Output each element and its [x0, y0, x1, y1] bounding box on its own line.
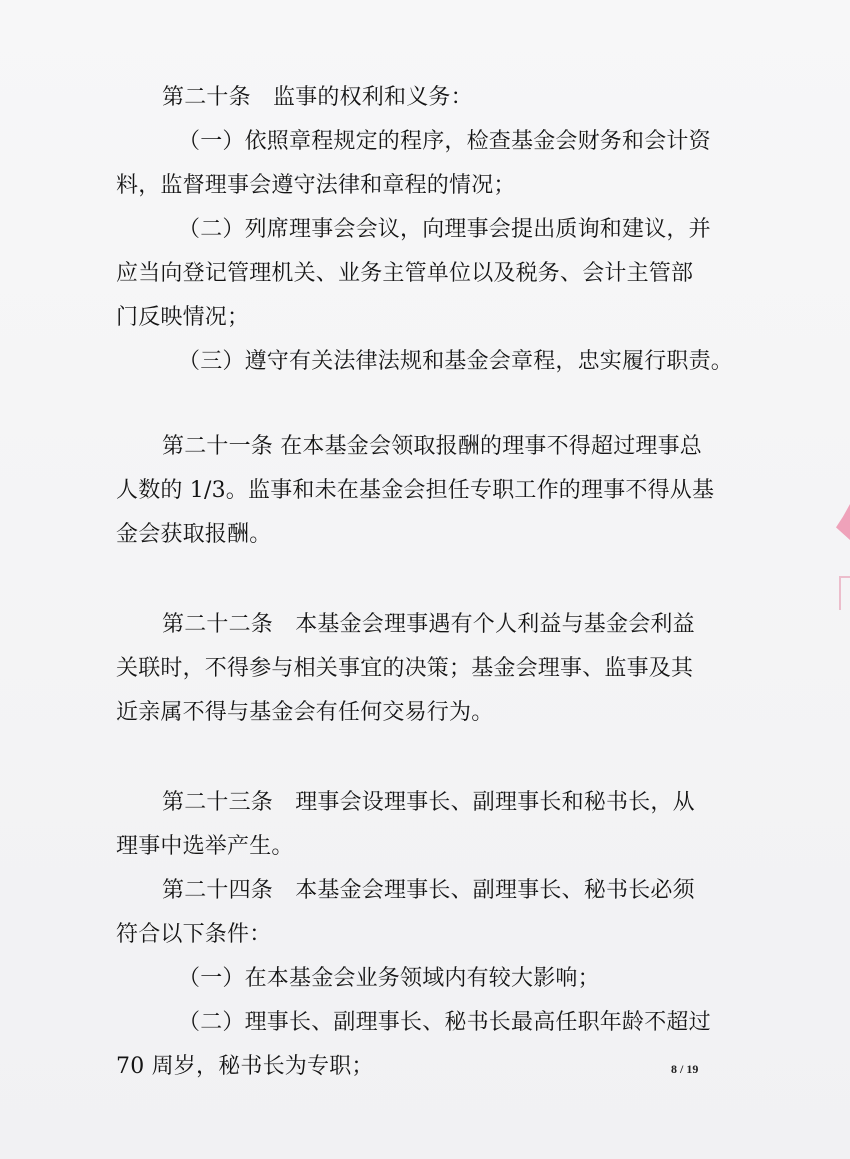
stamp-mark-upper: [835, 426, 850, 466]
article-20-item-2-line-1: （二）列席理事会会议，向理事会提出质询和建议，并: [178, 217, 711, 242]
section-gap: [116, 384, 746, 425]
article-22-line-1: 第二十二条 本基金会理事遇有个人利益与基金会利益: [162, 612, 695, 637]
article-22-line-3: 近亲属不得与基金会有任何交易行为。: [116, 700, 494, 725]
page-number: 8 / 19: [671, 1062, 699, 1076]
article-24-line-2: 符合以下条件：: [116, 922, 272, 947]
article-20-item-1-line-2: 料，监督理事会遵守法律和章程的情况；: [116, 173, 516, 198]
article-21-line-2: 人数的 1/3。监事和未在基金会担任专职工作的理事不得从基: [116, 478, 715, 503]
article-20-item-2-line-2: 应当向登记管理机关、业务主管单位以及税务、会计主管部: [116, 261, 694, 286]
article-21-line-1: 第二十一条 在本基金会领取报酬的理事不得超过理事总: [162, 434, 702, 459]
stamp-mark: [832, 426, 850, 610]
stamp-mark-middle: [836, 504, 850, 540]
article-24-item-1-line-1: （一）在本基金会业务领域内有较大影响；: [178, 966, 600, 991]
article-20-item-2-line-3: 门反映情况；: [116, 305, 250, 330]
article-24-item-2-line-2: 70 周岁，秘书长为专职；: [116, 1054, 374, 1079]
article-23-line-1: 第二十三条 理事会设理事长、副理事长和秘书长，从: [162, 790, 695, 815]
section-gap: [116, 735, 746, 781]
article-20-heading: 第二十条 监事的权利和义务：: [162, 85, 473, 110]
article-24-line-1: 第二十四条 本基金会理事长、副理事长、秘书长必须: [162, 878, 695, 903]
article-20-item-1-line-1: （一）依照章程规定的程序，检查基金会财务和会计资: [178, 129, 711, 154]
article-20-item-3-line-1: （三）遵守有关法律法规和基金会章程，忠实履行职责。: [178, 349, 734, 374]
article-23-line-2: 理事中选举产生。: [116, 834, 294, 859]
article-21-line-3: 金会获取报酬。: [116, 522, 272, 547]
article-22-line-2: 关联时，不得参与相关事宜的决策；基金会理事、监事及其: [116, 656, 694, 681]
stamp-mark-lower: [839, 576, 850, 610]
section-gap: [116, 557, 746, 603]
article-24-item-2-line-1: （二）理事长、副理事长、秘书长最高任职年龄不超过: [178, 1010, 711, 1035]
article-content: [116, 76, 746, 1089]
